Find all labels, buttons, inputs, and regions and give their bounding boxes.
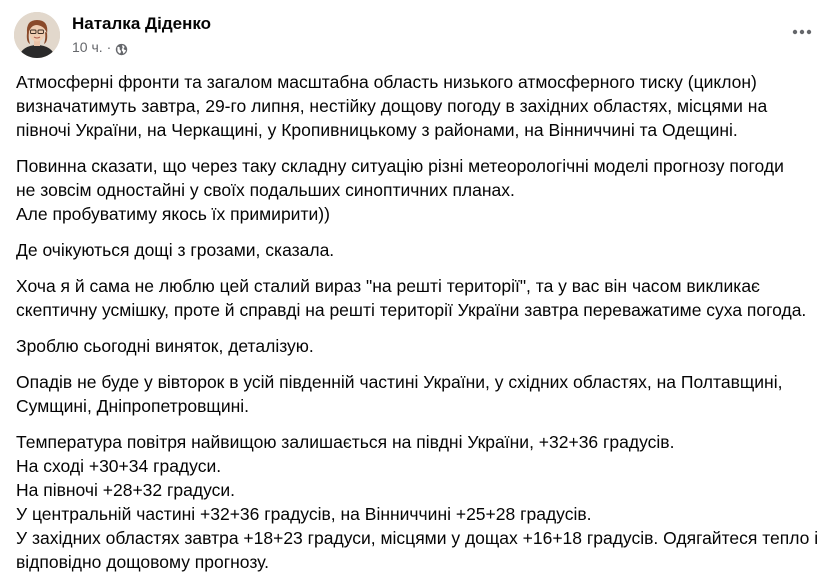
- text-line: відповідно дощовому прогнозу.: [16, 552, 270, 572]
- text-line: На сході +30+34 градуси.: [16, 456, 222, 476]
- author-name[interactable]: Наталка Діденко: [72, 14, 212, 33]
- author-avatar[interactable]: [14, 12, 60, 58]
- post-header: [14, 12, 211, 58]
- post-meta: [72, 13, 211, 57]
- post-timestamp[interactable]: 10 ч.: [72, 39, 103, 55]
- paragraph-6: [16, 370, 828, 418]
- text-line: На півночі +28+32 градуси.: [16, 480, 236, 500]
- text-line: Температура повітря найвищою залишається на півдні України, +32+36 градусів.: [16, 432, 675, 452]
- text-line: Опадів не буде у вівторок в усій південній частині України, у східних областях, на Полтавщині,: [16, 372, 783, 392]
- text-line: Але пробуватиму якось їх примирити)): [16, 204, 330, 224]
- text-line: Де очікуються дощі з грозами, сказала.: [16, 240, 335, 260]
- text-line: Повинна сказати, що через таку складну ситуацію різні метеорологічні моделі прогнозу погоди: [16, 156, 784, 176]
- text-line: визначатимуть завтра, 29-го липня, нестійку дощову погоду в західних областях, місцями на: [16, 96, 768, 116]
- paragraph-5: [16, 334, 828, 358]
- text-line: У центральній частині +32+36 градусів, на Вінниччині +25+28 градусів.: [16, 504, 592, 524]
- paragraph-1: [16, 70, 828, 142]
- text-line: Зроблю сьогодні виняток, деталізую.: [16, 336, 314, 356]
- paragraph-3: [16, 238, 828, 262]
- post-body: [16, 70, 828, 586]
- paragraph-4: [16, 274, 828, 322]
- text-line: скептичну усмішку, проте й справді на решті території України завтра переважатиме суха погода.: [16, 300, 807, 320]
- paragraph-2: [16, 154, 828, 226]
- post-subline: [72, 37, 211, 57]
- text-line: не зовсім одностайні у своїх подальших синоптичних планах.: [16, 180, 515, 200]
- text-line: У західних областях завтра +18+23 градуси, місцями у дощах +16+18 градусів. Одягайтеся тепло і: [16, 528, 819, 548]
- globe-icon[interactable]: [115, 41, 128, 54]
- meta-separator: ·: [106, 39, 112, 55]
- avatar-image: [14, 12, 60, 58]
- text-line: півночі України, на Черкащині, у Кропивницькому з районами, на Вінниччині та Одещині.: [16, 120, 738, 140]
- more-options-icon[interactable]: [790, 22, 814, 42]
- paragraph-7: [16, 430, 828, 574]
- text-line: Хоча я й сама не люблю цей сталий вираз "на решті території", та у вас він часом викликає: [16, 276, 760, 296]
- text-line: Сумщині, Дніпропетровщині.: [16, 396, 250, 416]
- text-line: Атмосферні фронти та загалом масштабна область низького атмосферного тиску (циклон): [16, 72, 757, 92]
